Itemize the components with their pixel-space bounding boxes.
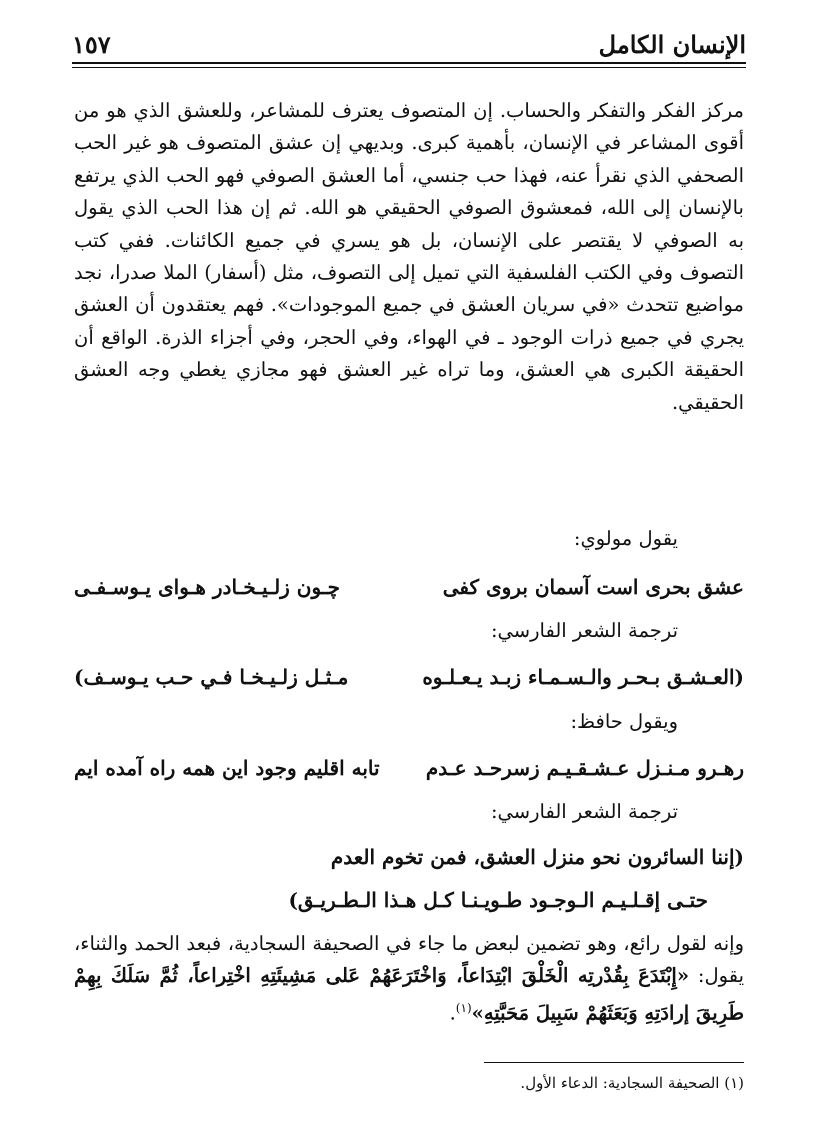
translation-2-line-2: حتـى إقـلـيـم الـوجـود طـويـنـا كـل هـذا الـطـريـق) xyxy=(288,888,708,912)
translation-1-left: مـثـل زلـيـخـا فـي حـب يـوسـف) xyxy=(74,665,349,689)
running-title: الإنسان الكامل xyxy=(598,29,746,59)
paragraph-text: مركز الفكر والتفكر والحساب. إن المتصوف يعترف للمشاعر، وللعشق الذي هو من أقوى المشاعر في الإنسان، بأهمية كبرى. وبديهي إن عشق المتصوف هو غير الحب الصحفي الذي نقرأ عنه، فهذا حب جنسي، أما العشق الصوفي فهو الحب الذي يرتفع بالإنسان إلى الله، فمعشوق الصوفي الحقيقي هو الله. ثم إن هذا الحب الذي يقول به الصوفي لا يقتصر على الإنسان، بل هو يسري في جميع الكائنات. ففي كتب التصوف وفي الكتب الفلسفية التي تميل إلى التصوف، مثل (أسفار) الملا صدرا، نجد مواضيع تتحدث «في سريان العشق في جميع الموجودات». فهم يعتقدون أن العشق يجري في جميع ذرات الوجود ـ في الهواء، وفي الحجر، وفي أجزاء الذرة. الواقع أن الحقيقة الكبرى هي العشق، وما تراه غير العشق فهو مجازي يغطي وجه العشق الحقيقي. xyxy=(74,99,744,414)
poem-intro-hafez: ويقول حافظ: xyxy=(570,710,678,733)
verse-2-hemistich-left: تابه اقليم وجود اين همه راه آمده ايم xyxy=(74,756,380,780)
translation-2-line-1: (إننا السائرون نحو منزل العشق، فمن تخوم العدم xyxy=(330,845,744,869)
closing-period: . xyxy=(449,1001,456,1025)
translation-label-1: ترجمة الشعر الفارسي: xyxy=(490,619,678,642)
closing-paragraph xyxy=(74,928,744,1030)
header-rule xyxy=(72,62,746,64)
verse-1-hemistich-right: عشق بحرى است آسمان بروى كفى xyxy=(442,575,744,599)
page-number: ١٥٧ xyxy=(72,29,111,59)
verse-1-hemistich-left: چـون زلـيـخـادر هـواى يـوسـفـى xyxy=(74,575,341,599)
translation-1-right: (العـشـق بـحـر والـسـمـاء زبـد يـعـلـوه xyxy=(422,665,744,689)
translation-label-2: ترجمة الشعر الفارسي: xyxy=(490,800,678,823)
arabic-translation-1 xyxy=(74,662,744,692)
closing-intro: وإنه لقول رائع، وهو تضمين لبعض ما جاء في الصحيفة السجادية، فبعد الحمد والثناء، يقول: xyxy=(74,932,744,987)
footnote-separator xyxy=(484,1062,744,1063)
poem-intro-mawlawi: يقول مولوي: xyxy=(573,527,678,550)
main-paragraph xyxy=(74,95,744,419)
sahifa-quote: «إِبْتَدَعَ بِقُدْرتِه الْخَلْقَ ابْتِدَاعاً، وَاخْتَرَعَهُمْ عَلى مَشِيئَتِهِ اخْتِراعاً، ثُمَّ سَلَكَ بِهِمْ طَرِيقَ إرادَتِهِ وَبَعَثَهُمْ سَبِيلَ مَحَبَّتِهِ» xyxy=(74,964,744,1025)
footnote: (١) الصحيفة السجادية: الدعاء الأول. xyxy=(520,1074,744,1092)
page-header xyxy=(72,26,746,62)
persian-verse-1 xyxy=(74,572,744,602)
verse-2-hemistich-right: رهـرو مـنـزل عـشـقـيـم زسرحـد عـدم xyxy=(425,756,744,780)
persian-verse-2 xyxy=(74,753,744,783)
header-rule-thin xyxy=(72,67,746,68)
footnote-reference[interactable]: (١) xyxy=(455,1001,472,1015)
